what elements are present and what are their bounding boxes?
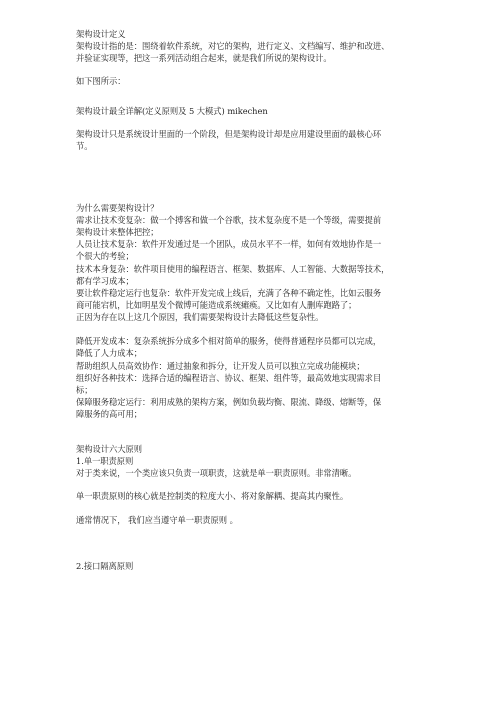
why-line: 个很大的考验； (76, 251, 134, 261)
why-line: 需求让技术变复杂：做一个搏客和做一个谷歌，技术复杂度不是一个等级，需要提前 (76, 215, 382, 225)
srp-text: 对于类来说，一个类应该只负责一项职责，这就是单一职责原则。非常清晰。 (76, 468, 357, 478)
why-line: 要让软件稳定运行也复杂：软件开发完成上线后，充满了各种不确定性，比如云服务 (76, 288, 382, 298)
why-line: 商可能宕机，比如明星发个微博可能造成系统瘫痪。又比如有人删库跑路了； (76, 300, 357, 310)
section-heading-why-architecture: 为什么需要架构设计？ (76, 203, 159, 213)
principle-title-srp: 1.单一职责原则 (76, 456, 134, 466)
section-heading-definition: 架构设计定义 (76, 29, 126, 39)
principle-title-isp: 2.接口隔离原则 (76, 561, 134, 571)
benefit-line: 组织好各种技术：选择合适的编程语言、协议、框架、组件等，最高效地实现需求目 (76, 373, 382, 383)
benefit-line: 障服务的高可用； (76, 409, 142, 419)
why-line: 人员让技术复杂：软件开发通过是一个团队，成员水平不一样，如何有效地协作是一 (76, 239, 382, 249)
why-line: 正因为存在以上这几个原因，我们需要架构设计去降低这些复杂性。 (76, 312, 324, 322)
why-line: 都有学习成本； (76, 276, 134, 286)
figure-intro: 如下图所示： (76, 76, 126, 86)
definition-text-line-1: 架构设计指的是：围绕着软件系统，对它的架构，进行定义、文档编写、维护和改进、 (76, 41, 390, 51)
benefit-line: 降低开发成本：复杂系统拆分成多个相对简单的服务，使得普通程序员都可以完成， (76, 336, 382, 346)
benefit-line: 标； (76, 385, 93, 395)
section-heading-principles: 架构设计六大原则 (76, 444, 142, 454)
srp-text: 单一职责原则的核心就是控制类的粒度大小、将对象解耦、提高其内聚性。 (76, 491, 349, 501)
benefit-line: 保障服务稳定运行：利用成熟的架构方案，例如负载均衡、限流、降级、熔断等，保 (76, 397, 382, 407)
benefit-line: 帮助组织人员高效协作：通过抽象和拆分，让开发人员可以独立完成功能模块； (76, 361, 365, 371)
figure-title: 架构设计最全详解(定义原则及 5 大模式) mikechen (76, 106, 268, 116)
why-line: 架构设计来整体把控； (76, 227, 159, 237)
srp-text: 通常情况下， 我们应当遵守单一职责原则 。 (76, 515, 238, 525)
stage-text-line-2: 节。 (76, 141, 93, 151)
why-line: 技术本身复杂：软件项目使用的编程语言、框架、数据库、人工智能、大数据等技术， (76, 264, 390, 274)
definition-text-line-2: 并验证实现等，把这一系列活动组合起来，就是我们所说的架构设计。 (76, 53, 332, 63)
stage-text-line-1: 架构设计只是系统设计里面的一个阶段，但是架构设计却是应用建设里面的最核心环 (76, 129, 382, 139)
benefit-line: 降低了人力成本； (76, 348, 142, 358)
